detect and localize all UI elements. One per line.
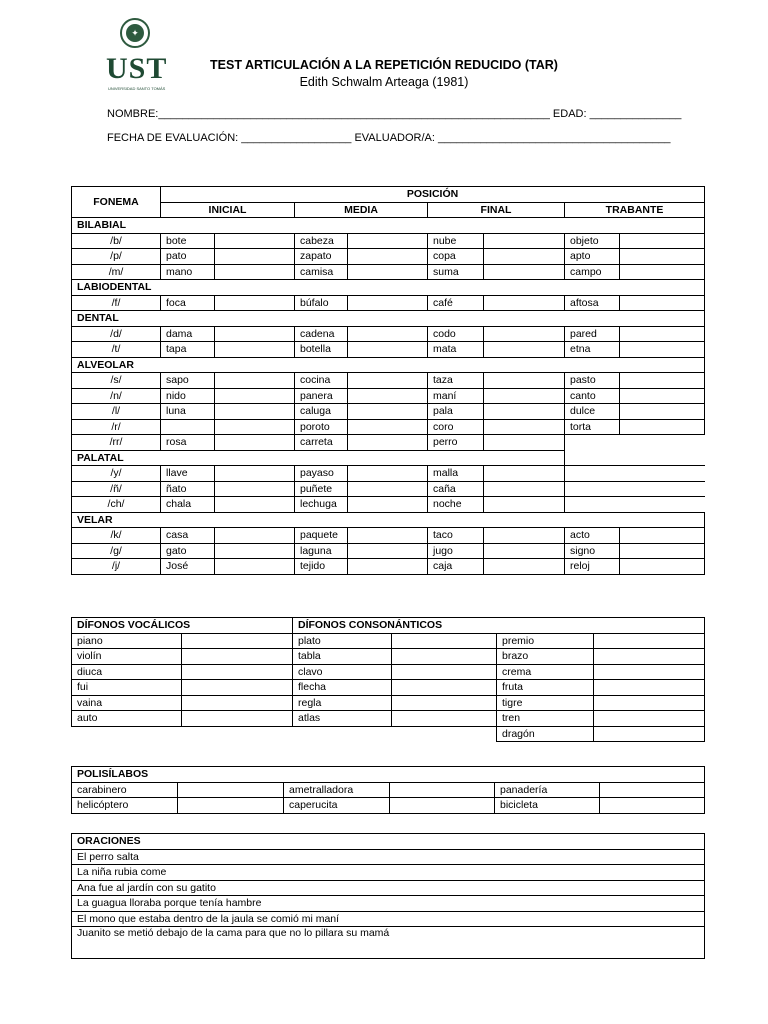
response-cell[interactable] xyxy=(620,295,705,311)
word-cell: objeto xyxy=(565,233,620,249)
response-cell[interactable] xyxy=(484,295,565,311)
response-cell[interactable] xyxy=(390,798,495,814)
response-cell[interactable] xyxy=(392,649,497,665)
response-cell[interactable] xyxy=(348,404,428,420)
response-cell[interactable] xyxy=(215,233,295,249)
table-row xyxy=(72,782,705,798)
difonos-table xyxy=(71,617,705,742)
response-cell[interactable] xyxy=(348,559,428,575)
response-cell[interactable] xyxy=(348,233,428,249)
word-cell: flecha xyxy=(293,680,392,696)
word-cell: búfalo xyxy=(295,295,348,311)
response-cell[interactable] xyxy=(348,388,428,404)
response-cell[interactable] xyxy=(215,435,295,451)
word-cell: tigre xyxy=(497,695,594,711)
word-cell: tapa xyxy=(161,342,215,358)
phoneme-cell: /d/ xyxy=(72,326,161,342)
table-row xyxy=(72,849,705,865)
response-cell[interactable] xyxy=(348,466,428,482)
response-cell[interactable] xyxy=(484,326,565,342)
word-cell: noche xyxy=(428,497,484,513)
word-cell: ametralladora xyxy=(284,782,390,798)
word-cell: coro xyxy=(428,419,484,435)
phoneme-table xyxy=(71,186,705,575)
word-cell: café xyxy=(428,295,484,311)
response-cell[interactable] xyxy=(484,481,565,497)
response-cell[interactable] xyxy=(484,543,565,559)
word-cell: reloj xyxy=(565,559,620,575)
table-row xyxy=(72,435,705,451)
word-cell: codo xyxy=(428,326,484,342)
response-cell[interactable] xyxy=(484,342,565,358)
word-cell: taco xyxy=(428,528,484,544)
word-cell: cadena xyxy=(295,326,348,342)
word-cell: casa xyxy=(161,528,215,544)
table-row xyxy=(72,373,705,389)
logo-subtext: UNIVERSIDAD SANTO TOMÁS xyxy=(108,86,166,91)
word-cell xyxy=(161,419,215,435)
word-cell: mano xyxy=(161,264,215,280)
phoneme-cell: /f/ xyxy=(72,295,161,311)
word-cell: piano xyxy=(72,633,182,649)
group-header: DENTAL xyxy=(72,311,705,327)
word-cell: rosa xyxy=(161,435,215,451)
response-cell[interactable] xyxy=(182,680,293,696)
response-cell[interactable] xyxy=(348,373,428,389)
word-cell: maní xyxy=(428,388,484,404)
sentence-cell[interactable]: Ana fue al jardín con su gatito xyxy=(72,880,705,896)
response-cell[interactable] xyxy=(620,388,705,404)
response-cell[interactable] xyxy=(484,249,565,265)
word-cell: caja xyxy=(428,559,484,575)
response-cell[interactable] xyxy=(620,326,705,342)
phoneme-cell: /p/ xyxy=(72,249,161,265)
group-header: LABIODENTAL xyxy=(72,280,705,296)
word-cell: fui xyxy=(72,680,182,696)
word-cell: etna xyxy=(565,342,620,358)
difonos-vocalicos-header: DÍFONOS VOCÁLICOS xyxy=(72,618,293,634)
response-cell[interactable] xyxy=(215,559,295,575)
response-cell[interactable] xyxy=(484,233,565,249)
word-cell: paquete xyxy=(295,528,348,544)
word-cell: crema xyxy=(497,664,594,680)
polisilabos-header: POLISÍLABOS xyxy=(72,767,705,783)
response-cell[interactable] xyxy=(392,680,497,696)
word-cell: panera xyxy=(295,388,348,404)
response-cell[interactable] xyxy=(620,419,705,435)
oraciones-table xyxy=(71,833,705,959)
table-row xyxy=(72,528,705,544)
table-row xyxy=(72,680,705,696)
word-cell: chala xyxy=(161,497,215,513)
word-cell: atlas xyxy=(293,711,392,727)
response-cell[interactable] xyxy=(620,528,705,544)
word-cell: dama xyxy=(161,326,215,342)
response-cell[interactable] xyxy=(594,695,705,711)
table-row xyxy=(72,880,705,896)
response-cell[interactable] xyxy=(600,782,705,798)
word-cell: apto xyxy=(565,249,620,265)
table-row xyxy=(72,865,705,881)
fonema-header: FONEMA xyxy=(72,187,161,218)
word-cell: brazo xyxy=(497,649,594,665)
response-cell[interactable] xyxy=(348,497,428,513)
table-row xyxy=(72,543,705,559)
column-header: INICIAL xyxy=(161,202,295,218)
polisilabos-table xyxy=(71,766,705,814)
response-cell[interactable] xyxy=(215,295,295,311)
group-header: VELAR xyxy=(72,512,705,528)
response-cell[interactable] xyxy=(215,326,295,342)
response-cell[interactable] xyxy=(594,633,705,649)
response-cell[interactable] xyxy=(215,249,295,265)
phoneme-cell: /r/ xyxy=(72,419,161,435)
response-cell[interactable] xyxy=(620,233,705,249)
response-cell[interactable] xyxy=(620,559,705,575)
word-cell: tejido xyxy=(295,559,348,575)
word-cell: copa xyxy=(428,249,484,265)
word-cell: cabeza xyxy=(295,233,348,249)
phoneme-cell: /k/ xyxy=(72,528,161,544)
response-cell[interactable] xyxy=(178,798,284,814)
word-cell: carreta xyxy=(295,435,348,451)
posicion-header: POSICIÓN xyxy=(161,187,705,203)
word-cell: malla xyxy=(428,466,484,482)
response-cell[interactable] xyxy=(594,664,705,680)
response-cell[interactable] xyxy=(620,373,705,389)
response-cell[interactable] xyxy=(215,481,295,497)
empty-cell xyxy=(72,726,497,742)
response-cell[interactable] xyxy=(600,798,705,814)
table-row xyxy=(72,326,705,342)
empty-cell xyxy=(565,435,705,451)
phoneme-cell: /b/ xyxy=(72,233,161,249)
difonos-consonanticos-header: DÍFONOS CONSONÁNTICOS xyxy=(293,618,705,634)
word-cell: dragón xyxy=(497,726,594,742)
word-cell: signo xyxy=(565,543,620,559)
word-cell: jugo xyxy=(428,543,484,559)
response-cell[interactable] xyxy=(484,528,565,544)
response-cell[interactable] xyxy=(182,711,293,727)
column-header: FINAL xyxy=(428,202,565,218)
response-cell[interactable] xyxy=(348,543,428,559)
phoneme-cell: /y/ xyxy=(72,466,161,482)
response-cell[interactable] xyxy=(348,481,428,497)
word-cell: botella xyxy=(295,342,348,358)
phoneme-cell: /l/ xyxy=(72,404,161,420)
word-cell: José xyxy=(161,559,215,575)
response-cell[interactable] xyxy=(215,543,295,559)
response-cell[interactable] xyxy=(348,264,428,280)
table-row xyxy=(72,295,705,311)
word-cell: pala xyxy=(428,404,484,420)
word-cell: fruta xyxy=(497,680,594,696)
word-cell: nido xyxy=(161,388,215,404)
response-cell[interactable] xyxy=(182,649,293,665)
word-cell: laguna xyxy=(295,543,348,559)
response-cell[interactable] xyxy=(348,295,428,311)
word-cell: pared xyxy=(565,326,620,342)
word-cell: tren xyxy=(497,711,594,727)
phoneme-cell: /s/ xyxy=(72,373,161,389)
word-cell: violín xyxy=(72,649,182,665)
sentence-cell[interactable]: La niña rubia come xyxy=(72,865,705,881)
word-cell: nube xyxy=(428,233,484,249)
response-cell[interactable] xyxy=(484,373,565,389)
group-header: ALVEOLAR xyxy=(72,357,705,373)
word-cell: regla xyxy=(293,695,392,711)
word-cell: caña xyxy=(428,481,484,497)
table-row xyxy=(72,404,705,420)
table-row xyxy=(72,695,705,711)
table-row xyxy=(72,466,705,482)
phoneme-cell: /t/ xyxy=(72,342,161,358)
word-cell: taza xyxy=(428,373,484,389)
word-cell: bicicleta xyxy=(495,798,600,814)
response-cell[interactable] xyxy=(215,373,295,389)
word-cell: payaso xyxy=(295,466,348,482)
logo-text: UST xyxy=(106,52,168,85)
table-row xyxy=(72,711,705,727)
table-row xyxy=(72,798,705,814)
response-cell[interactable] xyxy=(484,435,565,451)
table-row xyxy=(72,342,705,358)
fecha-evaluador-field[interactable]: FECHA DE EVALUACIÓN: __________________ EVALUADOR/A: ______________________________________ xyxy=(107,132,671,144)
word-cell: helicóptero xyxy=(72,798,178,814)
group-header: PALATAL xyxy=(72,450,565,466)
response-cell[interactable] xyxy=(215,497,295,513)
word-cell: sapo xyxy=(161,373,215,389)
word-cell: dulce xyxy=(565,404,620,420)
response-cell[interactable] xyxy=(215,528,295,544)
response-cell[interactable] xyxy=(620,264,705,280)
sentence-cell[interactable]: El perro salta xyxy=(72,849,705,865)
oraciones-header: ORACIONES xyxy=(72,834,705,850)
word-cell: plato xyxy=(293,633,392,649)
response-cell[interactable] xyxy=(348,249,428,265)
word-cell: vaina xyxy=(72,695,182,711)
response-cell[interactable] xyxy=(484,404,565,420)
group-header: BILABIAL xyxy=(72,218,705,234)
response-cell[interactable] xyxy=(594,680,705,696)
response-cell[interactable] xyxy=(215,404,295,420)
document-title: TEST ARTICULACIÓN A LA REPETICIÓN REDUCIDO (TAR) xyxy=(210,58,558,72)
response-cell[interactable] xyxy=(484,497,565,513)
word-cell: carabinero xyxy=(72,782,178,798)
response-cell[interactable] xyxy=(215,419,295,435)
nombre-edad-field[interactable]: NOMBRE:________________________________________________________________ EDAD: _______________ xyxy=(107,108,682,120)
word-cell: zapato xyxy=(295,249,348,265)
response-cell[interactable] xyxy=(348,326,428,342)
response-cell[interactable] xyxy=(392,633,497,649)
word-cell: torta xyxy=(565,419,620,435)
table-row xyxy=(72,481,705,497)
table-row xyxy=(72,649,705,665)
response-cell[interactable] xyxy=(182,664,293,680)
empty-cell xyxy=(565,466,705,482)
response-cell[interactable] xyxy=(392,664,497,680)
response-cell[interactable] xyxy=(484,559,565,575)
table-row xyxy=(72,497,705,513)
phoneme-cell: /n/ xyxy=(72,388,161,404)
response-cell[interactable] xyxy=(348,342,428,358)
document-subtitle: Edith Schwalm Arteaga (1981) xyxy=(299,75,469,89)
word-cell: poroto xyxy=(295,419,348,435)
response-cell[interactable] xyxy=(594,711,705,727)
word-cell: aftosa xyxy=(565,295,620,311)
response-cell[interactable] xyxy=(215,342,295,358)
response-cell[interactable] xyxy=(484,264,565,280)
table-row xyxy=(72,388,705,404)
empty-cell xyxy=(565,481,705,497)
word-cell: gato xyxy=(161,543,215,559)
word-cell: auto xyxy=(72,711,182,727)
sentence-cell[interactable]: La guagua lloraba porque tenía hambre xyxy=(72,896,705,912)
response-cell[interactable] xyxy=(178,782,284,798)
response-cell[interactable] xyxy=(215,264,295,280)
response-cell[interactable] xyxy=(348,419,428,435)
word-cell: llave xyxy=(161,466,215,482)
response-cell[interactable] xyxy=(348,435,428,451)
column-header: MEDIA xyxy=(295,202,428,218)
phoneme-cell: /ñ/ xyxy=(72,481,161,497)
word-cell: foca xyxy=(161,295,215,311)
sentence-cell[interactable]: Juanito se metió debajo de la cama para que no lo pillara su mamá xyxy=(72,927,705,959)
response-cell[interactable] xyxy=(594,726,705,742)
word-cell: ñato xyxy=(161,481,215,497)
response-cell[interactable] xyxy=(484,419,565,435)
table-row xyxy=(72,233,705,249)
table-row xyxy=(72,264,705,280)
word-cell: pato xyxy=(161,249,215,265)
table-row xyxy=(72,927,705,959)
table-row xyxy=(72,249,705,265)
response-cell[interactable] xyxy=(182,633,293,649)
response-cell[interactable] xyxy=(484,466,565,482)
empty-cell xyxy=(565,497,705,513)
word-cell: campo xyxy=(565,264,620,280)
response-cell[interactable] xyxy=(620,543,705,559)
phoneme-cell: /rr/ xyxy=(72,435,161,451)
word-cell: bote xyxy=(161,233,215,249)
response-cell[interactable] xyxy=(348,528,428,544)
column-header: TRABANTE xyxy=(565,202,705,218)
word-cell: caperucita xyxy=(284,798,390,814)
table-row xyxy=(72,419,705,435)
table-row xyxy=(72,726,705,742)
sentence-cell[interactable]: El mono que estaba dentro de la jaula se comió mi maní xyxy=(72,911,705,927)
table-row xyxy=(72,911,705,927)
phoneme-cell: /g/ xyxy=(72,543,161,559)
seal-icon: ✦ xyxy=(120,18,150,48)
word-cell: camisa xyxy=(295,264,348,280)
response-cell[interactable] xyxy=(484,388,565,404)
response-cell[interactable] xyxy=(620,342,705,358)
response-cell[interactable] xyxy=(392,711,497,727)
word-cell: tabla xyxy=(293,649,392,665)
response-cell[interactable] xyxy=(215,388,295,404)
response-cell[interactable] xyxy=(182,695,293,711)
word-cell: caluga xyxy=(295,404,348,420)
response-cell[interactable] xyxy=(594,649,705,665)
word-cell: acto xyxy=(565,528,620,544)
word-cell: panadería xyxy=(495,782,600,798)
word-cell: luna xyxy=(161,404,215,420)
response-cell[interactable] xyxy=(215,466,295,482)
word-cell: canto xyxy=(565,388,620,404)
response-cell[interactable] xyxy=(620,249,705,265)
word-cell: suma xyxy=(428,264,484,280)
table-row xyxy=(72,896,705,912)
word-cell: puñete xyxy=(295,481,348,497)
response-cell[interactable] xyxy=(620,404,705,420)
word-cell: mata xyxy=(428,342,484,358)
phoneme-cell: /ch/ xyxy=(72,497,161,513)
phoneme-cell: /j/ xyxy=(72,559,161,575)
phoneme-cell: /m/ xyxy=(72,264,161,280)
word-cell: clavo xyxy=(293,664,392,680)
table-row xyxy=(72,633,705,649)
word-cell: pasto xyxy=(565,373,620,389)
word-cell: lechuga xyxy=(295,497,348,513)
word-cell: perro xyxy=(428,435,484,451)
word-cell: premio xyxy=(497,633,594,649)
word-cell: cocina xyxy=(295,373,348,389)
response-cell[interactable] xyxy=(390,782,495,798)
table-row xyxy=(72,664,705,680)
word-cell: diuca xyxy=(72,664,182,680)
table-row xyxy=(72,559,705,575)
response-cell[interactable] xyxy=(392,695,497,711)
